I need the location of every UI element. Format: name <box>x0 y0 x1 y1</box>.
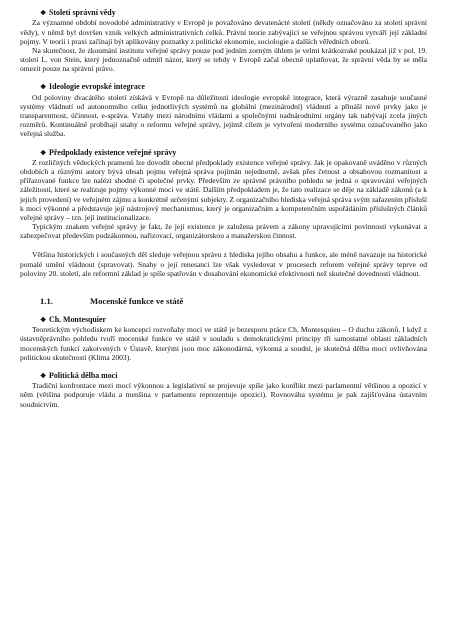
paragraph: Teoretickým východiskem ke koncepci rozvoňahy moci ve státě je bezesporu práce Ch. Montesquieu – O duchu zákonů. I když z ústavněprávního pohledu tvoří mocenské funkce ve státě v souladu s demokratickými principy tři samostatné oblasti základních mocenských funkcí zakotvených v Ústavě, kterými jsou moc zákonodárná, výkonná a soudní, je skutečná dělba moci ovlivňována politickou skutečností (Klíma 2003). <box>20 325 427 362</box>
section-heading <box>40 8 427 18</box>
section-title: Ideologie evropské integrace <box>49 82 145 92</box>
subsection-title: Ch. Montesquier <box>49 314 106 324</box>
paragraph: Od poloviny dvacátého století získává v Evropě na důležitosti ideologie evropské integrace, která výrazně zasahuje současné systémy vládnutí od autonomního celku jednotlivých systémů na globální (mezinárodní) vládnutí a přináší nové prvky jako je transparentnost, účinnost, e-správa. Vztahy mezi národními vládami a společnými nadnárodními orgány tak nabývají zcela jiných rozměrů. Kontinuálně probíhají snahy o reformu veřejné správy, jejímž cílem je vytvoření moderního systému označovaného jako veřejná služba. <box>20 92 427 139</box>
paragraph: Z rozličných vědeckých pramenů lze dovodit obecné předpoklady existence veřejné správy. Jak je opakovaně uváděno v různých obdobích a různými autory bývá obsah pojmu veřejná správa pojímán nejednotně, avšak přes četnost a obsahovou rozmanitost a přiřazované funkce lze nalézt shodné či společné prvky. Především ze správně právního pohledu se jedná o spravování veřejných záležitostí, které se realizuje pojmy výkonné moci ve státě. Dalším předpokladem je, že tato realizace se děje na základě zákonů (a k jejich provedení) ve veřejném zájmu a konkrétně určenými subjekty. Z organizačního hlediska veřejná správa svým zařazením přísluší k moci výkonné a představuje její nástrojový mechanismus, který je organizačním a kompetenčním uspořádáním příslušných článků veřejné správy – tzn. její institucionalizace. <box>20 157 427 222</box>
paragraph: Většina historických i současných děl sleduje veřejnou správu z hlediska jejího obsahu a funkce, ale méně navazuje na historické pomalé umění vládnout (spravovat). Snahy o její renesanci lze však vysledovat v procesech reforem veřejné správy teprve od poloviny 20. století, ale reformní základ je spíše spatřován v dosahování ekonomické efektivnosti než skutečné dovednosti vládnout. <box>20 250 427 278</box>
subsection-heading <box>40 315 427 325</box>
chapter-title: Mocenské funkce ve státě <box>90 295 184 306</box>
chapter-heading <box>40 296 427 306</box>
paragraph: Za významné období novodobé administrativy v Evropě je považováno devatenácté století (někdy označováno za století správní vědy), v němž byl dovršen vznik velkých administrativních celků. Právní teorie zabývající se veřejnou správou vytváří její základní pojmy. V teorii i praxi začínají být aplikovány poznatky z politické ekonomie, sociologie a dalších věředních oborů. <box>20 18 427 46</box>
section-heading <box>40 148 427 158</box>
section-title: Století správní vědy <box>49 8 116 17</box>
paragraph: Tradiční konfrontace mezi mocí výkonnou a legislativní se projevuje spíše jako konflikt mezi parlamentní většinou a opozicí v něm (většina podporuje vládu a menšina v parlamentu reprezentuje opozici). Rovnováha systému je pak zajišťována ústavním soudnictvím. <box>20 381 427 409</box>
chapter-number: 1.1. <box>40 295 53 306</box>
subsection-title: Politická dělba moci <box>49 370 118 380</box>
subsection-heading <box>40 371 427 381</box>
diamond-bullet-icon: ❖ <box>40 149 47 157</box>
paragraph: Na skutečnost, že zkoumání institutu veřejné správy pouze pod jedním zorným úhlem je velmi krátkozraké poukázal již v pol. 19. století L. von Stein, který jednoznačně odmítl názor, který se tehdy v Evropě začal obecně uplatňovat, že správní věda by se měla omezit pouze na správní právo. <box>20 45 427 74</box>
section-heading <box>40 82 427 92</box>
section-title: Předpoklady existence veřejné správy <box>49 147 177 157</box>
diamond-bullet-icon: ❖ <box>40 84 47 92</box>
diamond-bullet-icon: ❖ <box>40 372 47 380</box>
diamond-bullet-icon: ❖ <box>40 10 47 17</box>
diamond-bullet-icon: ❖ <box>40 316 47 324</box>
paragraph: Typickým znakem veřejné správy je fakt, že její existence je založena právem a zákony upravujícími povinnosti vykonávat a zabezpečovat především podzákonnou, nařizovací, organizátorskou a manažerskou činnost. <box>20 222 427 241</box>
